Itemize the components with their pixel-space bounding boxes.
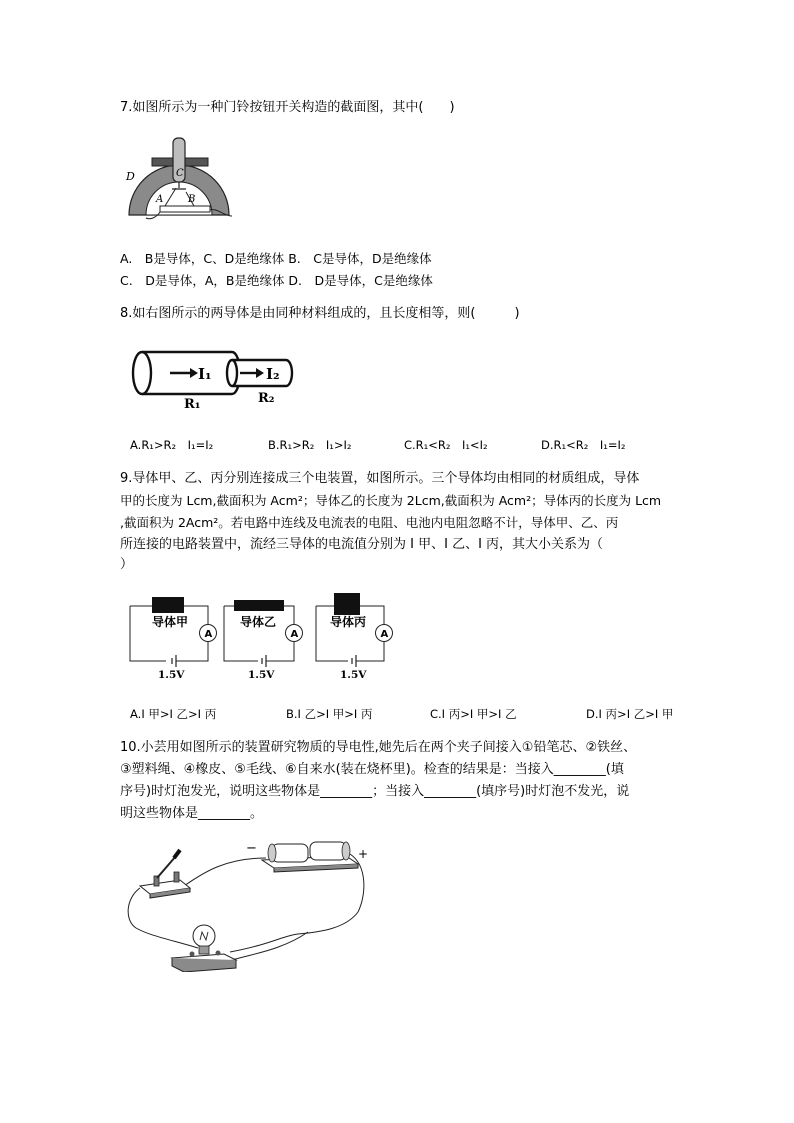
q7-doorbell-figure [120, 132, 238, 224]
q10-plus-sign: + [358, 847, 369, 861]
q9-label-yi: 导体乙 [240, 615, 277, 629]
q9-voltage-bing: 1.5V [340, 669, 367, 681]
battery-icon [246, 841, 368, 872]
q8-label-i2: I₂ [266, 365, 280, 383]
q9-meter-jia: A [204, 629, 213, 640]
q9-line-4: 所连接的电路装置中，流经三导体的电流值分别为 I 甲、I 乙、I 丙，其大小关系为（ [120, 537, 604, 552]
q10-apparatus-figure [122, 836, 382, 972]
q7-option-line-2: C. D是导体，A，B是绝缘体 D. D是导体，C是绝缘体 [120, 273, 433, 288]
q8-option-d: D.R₁<R₂ I₁=I₂ [541, 438, 626, 452]
q10-line-3: 序号)时灯泡发光，说明这些物体是________；当接入________(填序号)时灯泡不发光，说 [120, 784, 630, 799]
q10-line-1: 10.小芸用如图所示的装置研究物质的导电性,她先后在两个夹子间接入①铅笔芯、②铁丝、 [120, 740, 637, 755]
q7-label-c: C [176, 168, 184, 179]
q8-option-c: C.R₁<R₂ I₁<I₂ [404, 438, 488, 452]
q9-option-b: B.I 乙>I 甲>I 丙 [286, 707, 373, 721]
q8-stem: 8.如右图所示的两导体是由同种材料组成的，且长度相等，则( ) [120, 306, 520, 321]
q8-label-i1: I₁ [198, 365, 212, 383]
q9-line-2: 甲的长度为 Lcm,截面积为 Acm²；导体乙的长度为 2Lcm,截面积为 Acm²；导体丙的长度为 Lcm [120, 493, 662, 508]
q9-label-jia: 导体甲 [152, 615, 189, 629]
q8-conductors-figure [128, 346, 300, 410]
q9-label-bing: 导体丙 [330, 615, 367, 629]
lamp-icon [172, 925, 236, 972]
q10-line-2: ③塑料绳、④橡皮、⑤毛线、⑥自来水(装在烧杯里)。检查的结果是：当接入________(填 [120, 762, 624, 777]
q9-meter-bing: A [380, 629, 389, 640]
q7-label-d: D [126, 170, 135, 183]
q9-line-3: ,截面积为 2Acm²。若电路中连线及电流表的电阻、电池内电阻忽略不计，导体甲、乙、丙 [120, 515, 619, 530]
q10-minus-sign: − [246, 841, 257, 856]
q7-label-a: A [156, 194, 164, 205]
q9-voltage-jia: 1.5V [158, 669, 185, 681]
q9-circuits-figure [128, 590, 400, 686]
q9-line-5: ） [120, 557, 134, 572]
q9-circuit-bing [316, 593, 393, 681]
q7-label-b: B [188, 194, 196, 205]
q9-circuit-jia [130, 597, 217, 681]
q7-option-line-1: A. B是导体，C、D是绝缘体 B. C是导体，D是绝缘体 [120, 251, 432, 266]
q10-line-4: 明这些物体是________。 [120, 806, 264, 821]
q8-option-b: B.R₁>R₂ I₁>I₂ [268, 438, 352, 452]
q9-circuit-yi [224, 600, 303, 681]
q9-option-d: D.I 丙>I 乙>I 甲 [586, 707, 674, 721]
q9-option-a: A.I 甲>I 乙>I 丙 [130, 707, 217, 721]
q9-line-1: 9.导体甲、乙、丙分别连接成三个电装置，如图所示。三个导体均由相同的材质组成，导体 [120, 471, 640, 486]
q9-option-c: C.I 丙>I 甲>I 乙 [430, 707, 517, 721]
q8-label-r1: R₁ [184, 397, 201, 410]
q7-stem: 7.如图所示为一种门铃按钮开关构造的截面图，其中( ) [120, 100, 455, 115]
switch-icon [140, 850, 190, 898]
q8-option-a: A.R₁>R₂ I₁=I₂ [130, 438, 214, 452]
q9-voltage-yi: 1.5V [248, 669, 275, 681]
q8-label-r2: R₂ [258, 391, 275, 406]
q9-meter-yi: A [290, 629, 299, 640]
